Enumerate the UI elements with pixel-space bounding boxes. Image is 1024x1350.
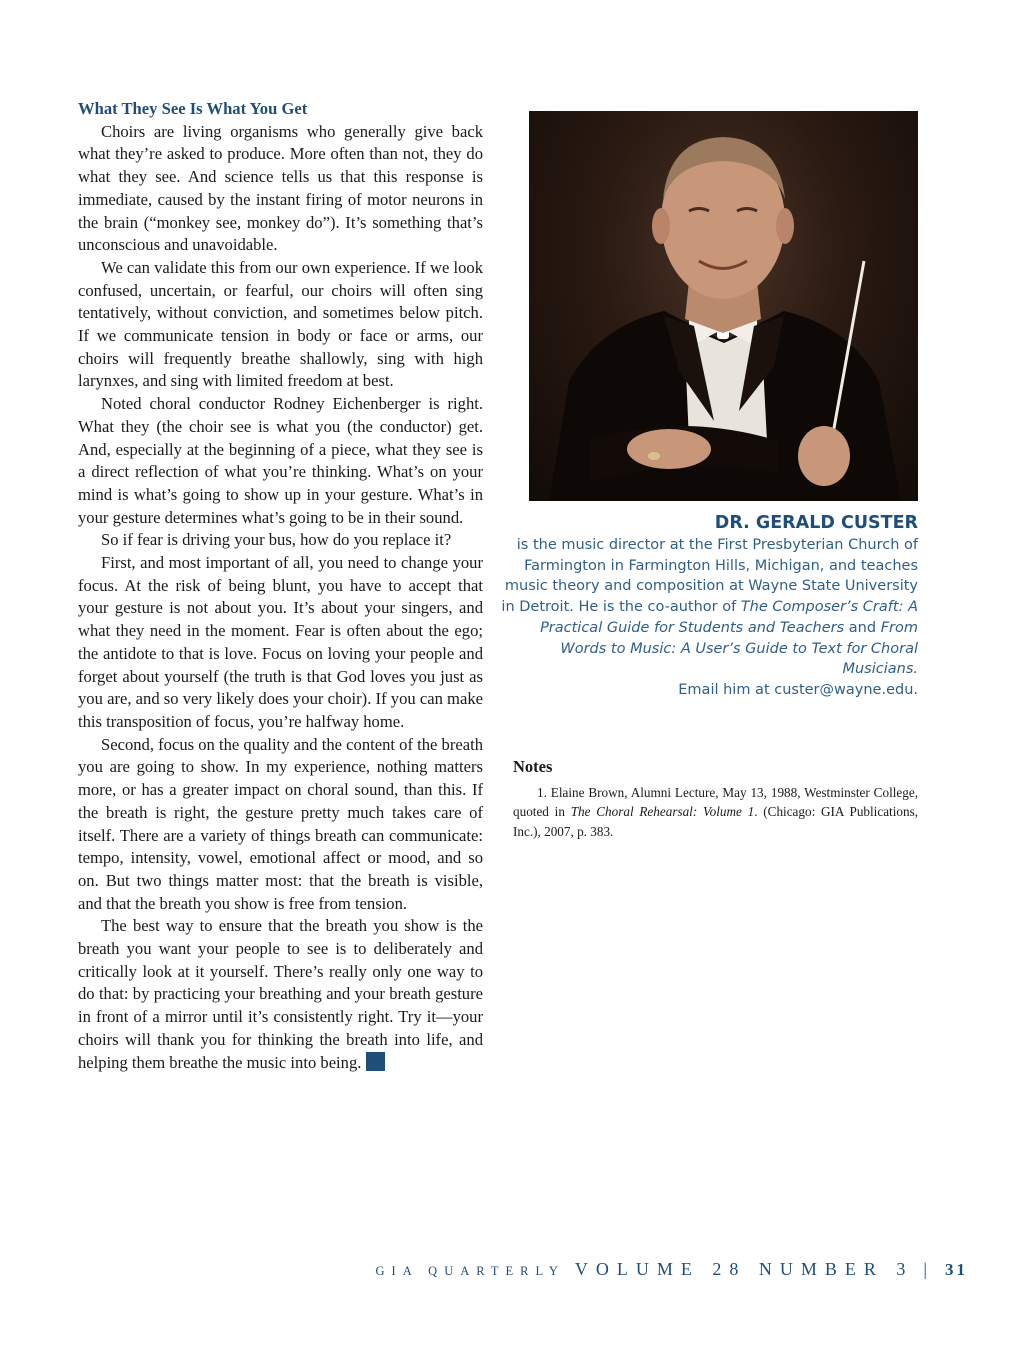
article-paragraph: First, and most important of all, you need to change your focus. At the risk of being blunt, you have to accept that your gesture is not about you. It’s about your singers, and what they need in the moment. Fear is often about the ego; the antidote to that is love. Focus on loving your people and forget about yourself (the truth is that God loves you just as you are, and so very likely does your choir). If you can make this transposition of focus, you’re halfway home. bbox=[78, 553, 483, 731]
author-bio bbox=[500, 511, 918, 701]
article-paragraph: So if fear is driving your bus, how do you replace it? bbox=[101, 530, 452, 550]
article-paragraph: Noted choral conductor Rodney Eichenberger is right. What they (the choir see is what you (the conductor) get. And, especially at the beginning of a piece, what they see is a direct reflection of what you’re thinking. What’s on your mind is what’s going to show up in your gesture. What’s in your gesture determines what’s going to be in their sound. bbox=[78, 394, 483, 527]
article-paragraph: Choirs are living organisms who generally give back what they’re asked to produce. More often than not, they do what they see. And science tells us that this response is immediate, caused by the instant firing of motor neurons in the brain (“monkey see, monkey do”). It’s something that’s unconscious and unavoidable. bbox=[78, 121, 483, 255]
note-text: 1. Elaine Brown, Alumni Lecture, May 13, 1988, Westminster College, quoted in bbox=[513, 784, 918, 819]
page-number: 31 bbox=[945, 1260, 968, 1279]
book-title: From Words to Music: A User’s Guide to Text for Choral Musicians. bbox=[560, 619, 918, 678]
bio-text: is the music director at the First Presbyterian Church of Farmington in Farmington Hills, Michigan, and teaches music theory and composition at Wayne State University in Detroit. He is the co-author of bbox=[501, 537, 918, 616]
article-column bbox=[78, 98, 483, 1074]
bio-conjunction: and bbox=[848, 619, 877, 636]
article-paragraph-text: The best way to ensure that the breath you show is the breath you want your people to see is to deliberately and critically look at it yourself. There’s really only one way to do that: by practicing your breathing and your breath gesture in front of a mirror until it’s consistently right. Try it—your choirs will thank you for thinking the breath into life, and helping them breathe the music into being. bbox=[78, 916, 483, 1072]
author-photo bbox=[529, 111, 918, 501]
note-item bbox=[513, 783, 918, 842]
article-paragraph: We can validate this from our own experience. If we look confused, uncertain, or fearful, our choirs will often sing tentatively, without conviction, and sometimes below pitch. If we communicate tension in body or face or arms, our choirs will frequently breathe shallowly, sing with high larynxes, and sing with limited freedom at best. bbox=[78, 257, 483, 391]
author-name: DR. GERALD CUSTER bbox=[714, 513, 918, 533]
notes-heading: Notes bbox=[513, 757, 553, 776]
end-of-article-mark bbox=[366, 1052, 385, 1071]
volume-number: VOLUME 28 NUMBER 3 bbox=[574, 1259, 914, 1279]
note-cited-title: The Choral Rehearsal: Volume 1 bbox=[570, 804, 755, 819]
article-paragraph-last bbox=[78, 915, 483, 1074]
author-email: Email him at custer@wayne.edu. bbox=[678, 681, 918, 698]
article-paragraph: Second, focus on the quality and the content of the breath you are going to show. In my experience, nothing matters more, or has a greater impact on choral sound, than this. If the breath is right, the gesture pretty much takes care of itself. There are a variety of things breath can communicate: tempo, intensity, vowel, emotional affect or mood, and so on. But two things matter most: that the breath is visible, and that the breath you show is free from tension. bbox=[78, 734, 484, 913]
page-footer bbox=[376, 1259, 968, 1280]
footer-separator: | bbox=[923, 1259, 927, 1279]
article-heading: What They See Is What You Get bbox=[78, 99, 308, 118]
conductor-portrait-image bbox=[529, 111, 918, 501]
notes-section bbox=[513, 757, 918, 841]
book-title: The Composer’s Craft: A Practical Guide for Students and Teachers bbox=[540, 599, 918, 636]
note-text-end: . (Chicago: GIA Publications, Inc.), 2007, p. 383. bbox=[513, 804, 918, 839]
publication-name: GIA QUARTERLY bbox=[375, 1264, 565, 1278]
